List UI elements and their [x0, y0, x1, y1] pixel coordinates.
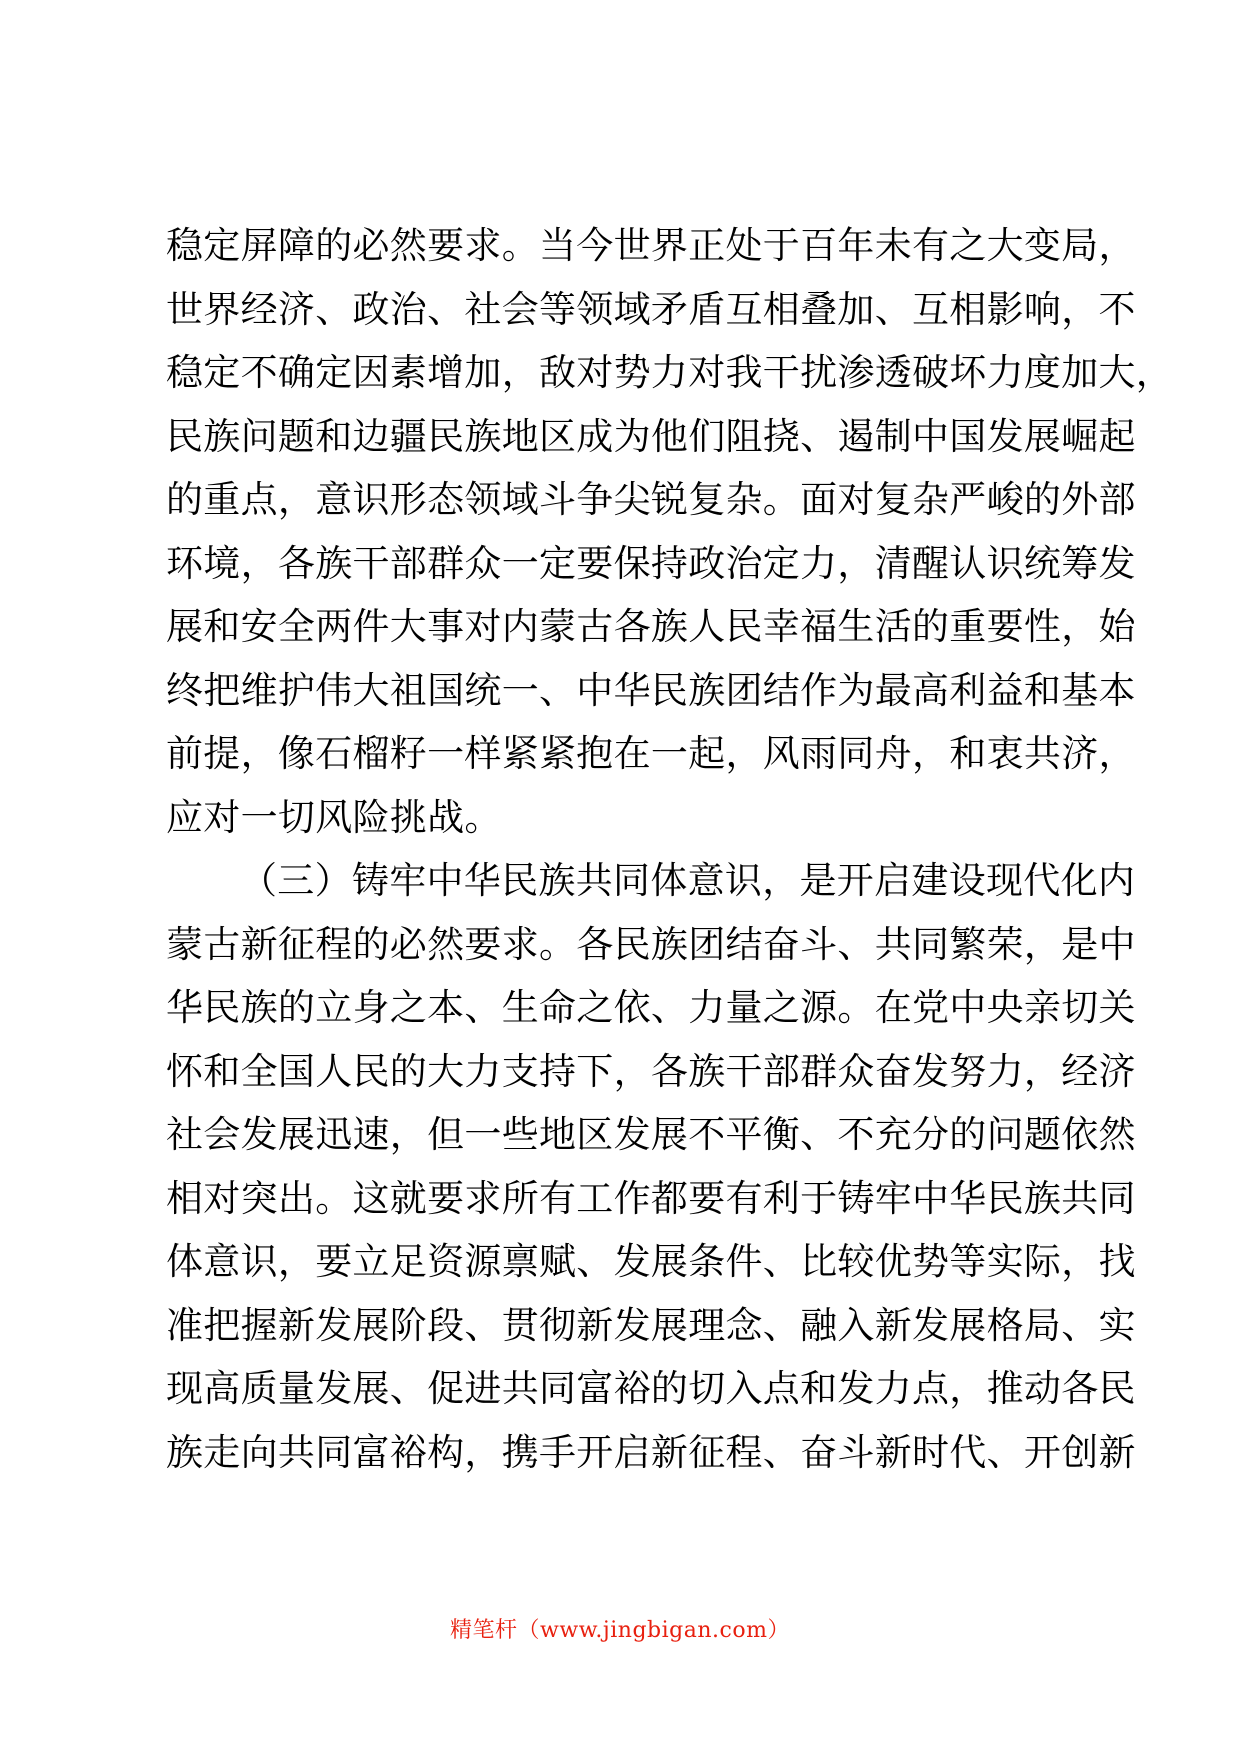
text-line: 稳定屏障的必然要求。当今世界正处于百年未有之大变局，	[166, 224, 1136, 267]
document-body	[166, 214, 1174, 1484]
footer-watermark-link[interactable]: 精笔杆（www.jingbigan.com）	[450, 1618, 790, 1643]
text-line: 稳定不确定因素增加，敌对势力对我干扰渗透破坏力度加大，	[166, 351, 1174, 394]
text-line: 民族问题和边疆民族地区成为他们阻挠、遏制中国发展崛起	[166, 414, 1136, 458]
text-line: 展和安全两件大事对内蒙古各族人民幸福生活的重要性，始	[166, 605, 1136, 648]
text-line: 怀和全国人民的大力支持下，各族干部群众奋发努力，经济	[166, 1049, 1136, 1093]
text-line: 华民族的立身之本、生命之依、力量之源。在党中央亲切关	[166, 986, 1136, 1029]
text-line: 准把握新发展阶段、贯彻新发展理念、融入新发展格局、实	[166, 1303, 1136, 1347]
text-line: 族走向共同富裕构，携手开启新征程、奋斗新时代、开创新	[166, 1430, 1136, 1474]
text-line: 相对突出。这就要求所有工作都要有利于铸牢中华民族共同	[166, 1176, 1136, 1220]
text-line: 蒙古新征程的必然要求。各民族团结奋斗、共同繁荣，是中	[166, 922, 1136, 966]
text-line: 终把维护伟大祖国统一、中华民族团结作为最高利益和基本	[166, 668, 1136, 712]
text-line: 环境，各族干部群众一定要保持政治定力，清醒认识统筹发	[166, 541, 1136, 585]
section-heading-line: （三）铸牢中华民族共同体意识，是开启建设现代化内	[240, 859, 1136, 902]
text-line: 社会发展迅速，但一些地区发展不平衡、不充分的问题依然	[166, 1113, 1136, 1156]
text-line: 的重点，意识形态领域斗争尖锐复杂。面对复杂严峻的外部	[166, 478, 1136, 521]
text-line: 应对一切风险挑战。	[166, 795, 502, 839]
text-line: 前提，像石榴籽一样紧紧抱在一起，风雨同舟，和衷共济，	[166, 732, 1136, 775]
text-line: 体意识，要立足资源禀赋、发展条件、比较优势等实际，找	[166, 1240, 1136, 1283]
text-line: 世界经济、政治、社会等领域矛盾互相叠加、互相影响，不	[166, 287, 1136, 331]
text-line: 现高质量发展、促进共同富裕的切入点和发力点，推动各民	[166, 1367, 1136, 1410]
